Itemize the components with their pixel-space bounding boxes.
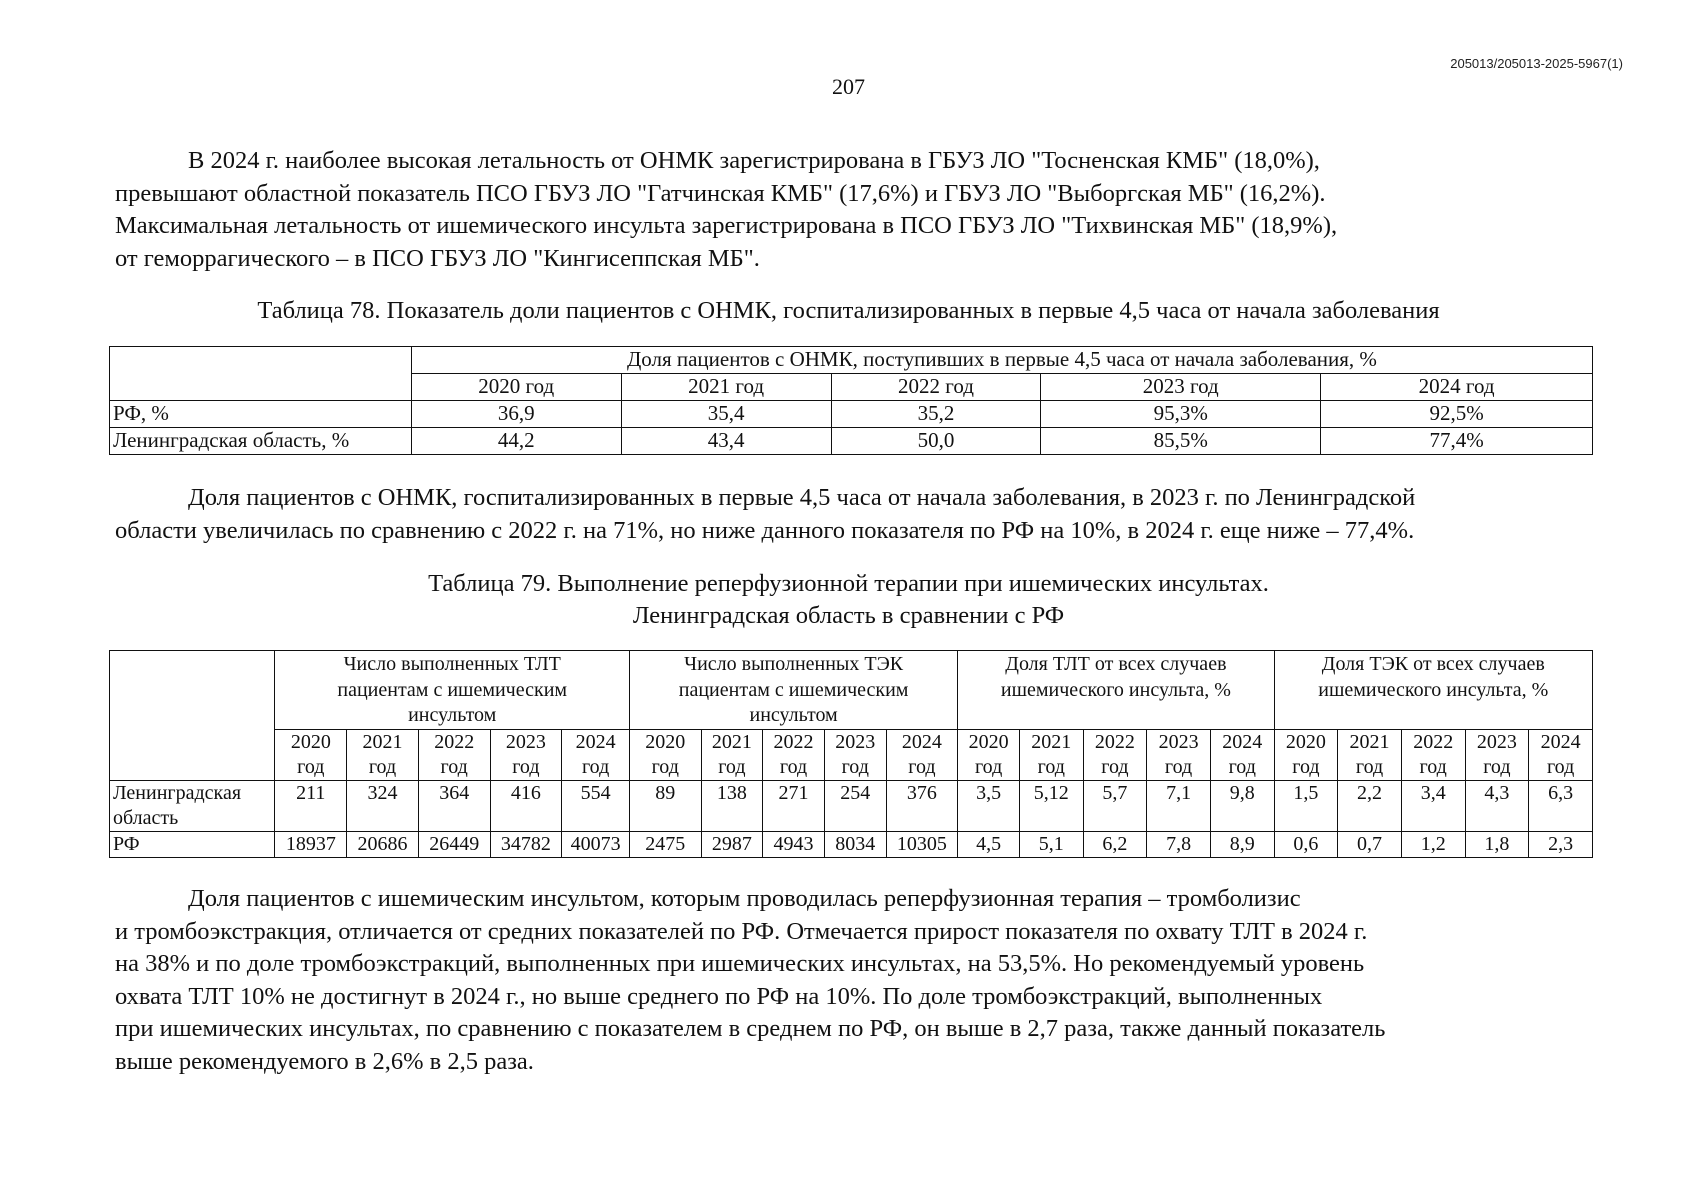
- year-header: [1338, 729, 1402, 780]
- table-cell: 43,4: [621, 428, 831, 455]
- table-cell: 4943: [763, 831, 825, 857]
- year-suffix: год: [1164, 755, 1193, 778]
- table79-caption-line1: Таблица 79. Выполнение реперфузионной терапии при ишемических инсультах.: [428, 570, 1269, 597]
- paragraph-line: охвата ТЛТ 10% не достигнут в 2024 г., но выше среднего по РФ на 10%. По доле тромбоэкстракций, выполненных: [115, 982, 1323, 1010]
- table-79: [109, 650, 1593, 858]
- year-suffix: год: [1292, 755, 1320, 778]
- table-cell: 89: [629, 780, 701, 831]
- table-cell: 20686: [347, 831, 419, 857]
- year-label: 2023: [1158, 730, 1199, 753]
- table-corner-cell: [110, 347, 412, 401]
- table-row: [110, 428, 1593, 455]
- year-label: 2021: [711, 730, 752, 753]
- year-header: [418, 729, 490, 780]
- table-cell: 6,3: [1529, 780, 1593, 831]
- year-suffix: год: [581, 755, 610, 778]
- table-cell: 8,9: [1210, 831, 1274, 857]
- paragraph-hospitalization: [115, 482, 1585, 547]
- table-cell: 4,5: [958, 831, 1020, 857]
- table-cell: 271: [763, 780, 825, 831]
- document-id: 205013/205013-2025-5967(1): [1450, 56, 1623, 71]
- group-header: Доля пациентов с ОНМК, поступивших в первые 4,5 часа от начала заболевания, %: [411, 347, 1592, 374]
- table-cell: 50,0: [831, 428, 1041, 455]
- row-label: РФ: [110, 831, 275, 857]
- table-cell: 376: [886, 780, 958, 831]
- year-suffix: год: [974, 755, 1003, 778]
- year-header: [275, 729, 347, 780]
- paragraph-line: от геморрагического – в ПСО ГБУЗ ЛО "Кингисеппская МБ".: [115, 244, 760, 272]
- year-header: [490, 729, 562, 780]
- paragraph-line: на 38% и по доле тромбоэкстракций, выполненных при ишемических инсультах, на 53,5%. Но рекомендуемый уровень: [115, 950, 1365, 977]
- year-header: [763, 729, 825, 780]
- paragraph-line: и тромбоэкстракция, отличается от средних показателей по РФ. Отмечается прирост показателя по охвату ТЛТ в 2024 г.: [115, 917, 1368, 945]
- group-header-line: инсультом: [749, 704, 838, 726]
- year-header: 2023 год: [1041, 374, 1321, 401]
- year-label: 2022: [1094, 730, 1135, 753]
- table-cell: 2987: [701, 831, 763, 857]
- table-cell: 364: [418, 780, 490, 831]
- year-suffix: год: [440, 755, 468, 778]
- page-number: 207: [832, 74, 865, 99]
- table-cell: 35,4: [621, 401, 831, 428]
- row-label: РФ, %: [110, 401, 412, 428]
- paragraph-line: области увеличилась по сравнению с 2022 г. на 71%, но ниже данного показателя по РФ на 10%, в 2024 г. еще ниже – 77,4%.: [115, 516, 1415, 544]
- year-suffix: год: [1483, 755, 1511, 778]
- table-cell: 6,2: [1083, 831, 1147, 857]
- table-cell: 10305: [886, 831, 958, 857]
- group-header-tek-share: [1274, 651, 1592, 730]
- table-cell: 0,7: [1338, 831, 1402, 857]
- year-header: [824, 729, 886, 780]
- table-row: [110, 831, 1593, 857]
- group-header-tlt-count: [275, 651, 630, 730]
- table-cell: 40073: [562, 831, 630, 857]
- row-label-line: Ленинградская: [113, 781, 242, 804]
- group-header-line: пациентам с ишемическим: [337, 678, 568, 701]
- paragraph-line: превышают областной показатель ПСО ГБУЗ ЛО "Гатчинская КМБ" (17,6%) и ГБУЗ ЛО "Выборгская МБ" (16,2%).: [115, 179, 1326, 207]
- table-cell: 35,2: [831, 401, 1041, 428]
- paragraph-mortality: [115, 145, 1585, 275]
- table-cell: 254: [824, 780, 886, 831]
- table-cell: 3,5: [958, 780, 1020, 831]
- year-suffix: год: [779, 755, 808, 778]
- year-suffix: год: [908, 755, 936, 778]
- table-cell: 5,7: [1083, 780, 1147, 831]
- year-label: 2024: [1222, 730, 1263, 753]
- table-row: [110, 347, 1593, 374]
- table-cell: 34782: [490, 831, 562, 857]
- group-header-line: Число выполненных ТЛТ: [343, 653, 561, 675]
- table-cell: 324: [347, 780, 419, 831]
- group-header-line: пациентам с ишемическим: [678, 678, 909, 701]
- table-cell: 2475: [629, 831, 701, 857]
- year-label: 2024: [575, 730, 616, 753]
- table-cell: 138: [701, 780, 763, 831]
- table-cell: 2,2: [1338, 780, 1402, 831]
- year-suffix: год: [718, 755, 746, 778]
- year-suffix: год: [841, 755, 869, 778]
- table-78: [109, 346, 1593, 455]
- table-corner-cell: [110, 651, 275, 781]
- year-suffix: год: [1228, 755, 1256, 778]
- year-label: 2024: [1540, 730, 1581, 753]
- table-cell: 1,2: [1401, 831, 1465, 857]
- year-label: 2022: [773, 730, 814, 753]
- table-cell: 0,6: [1274, 831, 1338, 857]
- paragraph-line: В 2024 г. наиболее высокая летальность от ОНМК зарегистрирована в ГБУЗ ЛО "Тосненская КМБ" (18,0%),: [188, 147, 1320, 174]
- table-cell: 1,5: [1274, 780, 1338, 831]
- paragraph-line: Доля пациентов с ОНМК, госпитализированных в первые 4,5 часа от начала заболевания, в 2023 г. по Ленинградской: [188, 484, 1416, 511]
- table-cell: 77,4%: [1321, 428, 1593, 455]
- year-label: 2021: [1031, 730, 1072, 753]
- paragraph-line: выше рекомендуемого в 2,6% в 2,5 раза.: [115, 1047, 534, 1075]
- row-label: Ленинградская область, %: [110, 428, 412, 455]
- table-row: [110, 401, 1593, 428]
- year-header: 2020 год: [411, 374, 621, 401]
- group-header-tek-count: [629, 651, 957, 730]
- year-header: [701, 729, 763, 780]
- year-label: 2024: [901, 730, 942, 753]
- year-header: 2021 год: [621, 374, 831, 401]
- year-label: 2022: [1413, 730, 1454, 753]
- year-header: [886, 729, 958, 780]
- group-header-line: Доля ТЛТ от всех случаев: [1005, 653, 1227, 675]
- table-cell: 92,5%: [1321, 401, 1593, 428]
- year-label: 2020: [968, 730, 1009, 753]
- year-suffix: год: [1101, 755, 1129, 778]
- table-cell: 5,12: [1019, 780, 1083, 831]
- group-header-line: Число выполненных ТЭК: [684, 653, 904, 675]
- year-header: [1019, 729, 1083, 780]
- year-header: [1210, 729, 1274, 780]
- table-row: [110, 729, 1593, 780]
- group-header-tlt-share: [958, 651, 1274, 730]
- year-label: 2023: [1476, 730, 1517, 753]
- table-row: [110, 780, 1593, 831]
- year-suffix: год: [1037, 755, 1065, 778]
- year-label: 2023: [835, 730, 876, 753]
- year-header: 2022 год: [831, 374, 1041, 401]
- year-header: [562, 729, 630, 780]
- year-header: [1083, 729, 1147, 780]
- table79-caption-line2: Ленинградская область в сравнении с РФ: [632, 602, 1065, 629]
- year-suffix: год: [651, 755, 679, 778]
- year-header: [1401, 729, 1465, 780]
- paragraph-line: Максимальная летальность от ишемического инсульта зарегистрирована в ПСО ГБУЗ ЛО "Тихвинская МБ" (18,9%),: [115, 212, 1338, 239]
- year-header: [1274, 729, 1338, 780]
- table-cell: 36,9: [411, 401, 621, 428]
- table-cell: 1,8: [1465, 831, 1529, 857]
- table-cell: 7,1: [1147, 780, 1211, 831]
- year-suffix: год: [1419, 755, 1447, 778]
- group-header-line: Доля ТЭК от всех случаев: [1321, 653, 1545, 675]
- year-label: 2021: [362, 730, 403, 753]
- year-suffix: год: [512, 755, 540, 778]
- table-cell: 85,5%: [1041, 428, 1321, 455]
- table-row: [110, 651, 1593, 730]
- year-suffix: год: [297, 755, 325, 778]
- table-cell: 8034: [824, 831, 886, 857]
- table-cell: 211: [275, 780, 347, 831]
- table-cell: 3,4: [1401, 780, 1465, 831]
- year-header: [1529, 729, 1593, 780]
- paragraph-reperfusion: [115, 883, 1585, 1078]
- year-label: 2022: [434, 730, 475, 753]
- group-header-line: ишемического инсульта, %: [1318, 678, 1549, 701]
- table-cell: 95,3%: [1041, 401, 1321, 428]
- table-cell: 18937: [275, 831, 347, 857]
- group-header-line: ишемического инсульта, %: [1000, 678, 1231, 701]
- table78-caption: Таблица 78. Показатель доли пациентов с ОНМК, госпитализированных в первые 4,5 часа от начала заболевания: [257, 297, 1440, 324]
- year-label: 2020: [1285, 730, 1326, 753]
- paragraph-line: Доля пациентов с ишемическим инсультом, которым проводилась реперфузионная терапия – тромболизис: [188, 885, 1301, 912]
- table-cell: 7,8: [1147, 831, 1211, 857]
- row-label-line: область: [113, 806, 179, 829]
- table-cell: 5,1: [1019, 831, 1083, 857]
- year-header: [1465, 729, 1529, 780]
- group-header-line: инсультом: [408, 704, 497, 726]
- year-suffix: год: [368, 755, 397, 778]
- year-header: [958, 729, 1020, 780]
- year-header: 2024 год: [1321, 374, 1593, 401]
- year-suffix: год: [1355, 755, 1384, 778]
- table-cell: 9,8: [1210, 780, 1274, 831]
- year-header: [347, 729, 419, 780]
- year-header: [629, 729, 701, 780]
- year-suffix: год: [1546, 755, 1575, 778]
- year-label: 2023: [505, 730, 546, 753]
- table-cell: 2,3: [1529, 831, 1593, 857]
- year-label: 2020: [645, 730, 686, 753]
- year-header: [1147, 729, 1211, 780]
- paragraph-line: при ишемических инсультах, по сравнению с показателем в среднем по РФ, он выше в 2,7 раза, также данный показатель: [115, 1015, 1386, 1042]
- table-cell: 4,3: [1465, 780, 1529, 831]
- table-cell: 26449: [418, 831, 490, 857]
- table-cell: 554: [562, 780, 630, 831]
- row-label: [110, 780, 275, 831]
- year-label: 2020: [290, 730, 331, 753]
- year-label: 2021: [1349, 730, 1390, 753]
- table-cell: 416: [490, 780, 562, 831]
- table-cell: 44,2: [411, 428, 621, 455]
